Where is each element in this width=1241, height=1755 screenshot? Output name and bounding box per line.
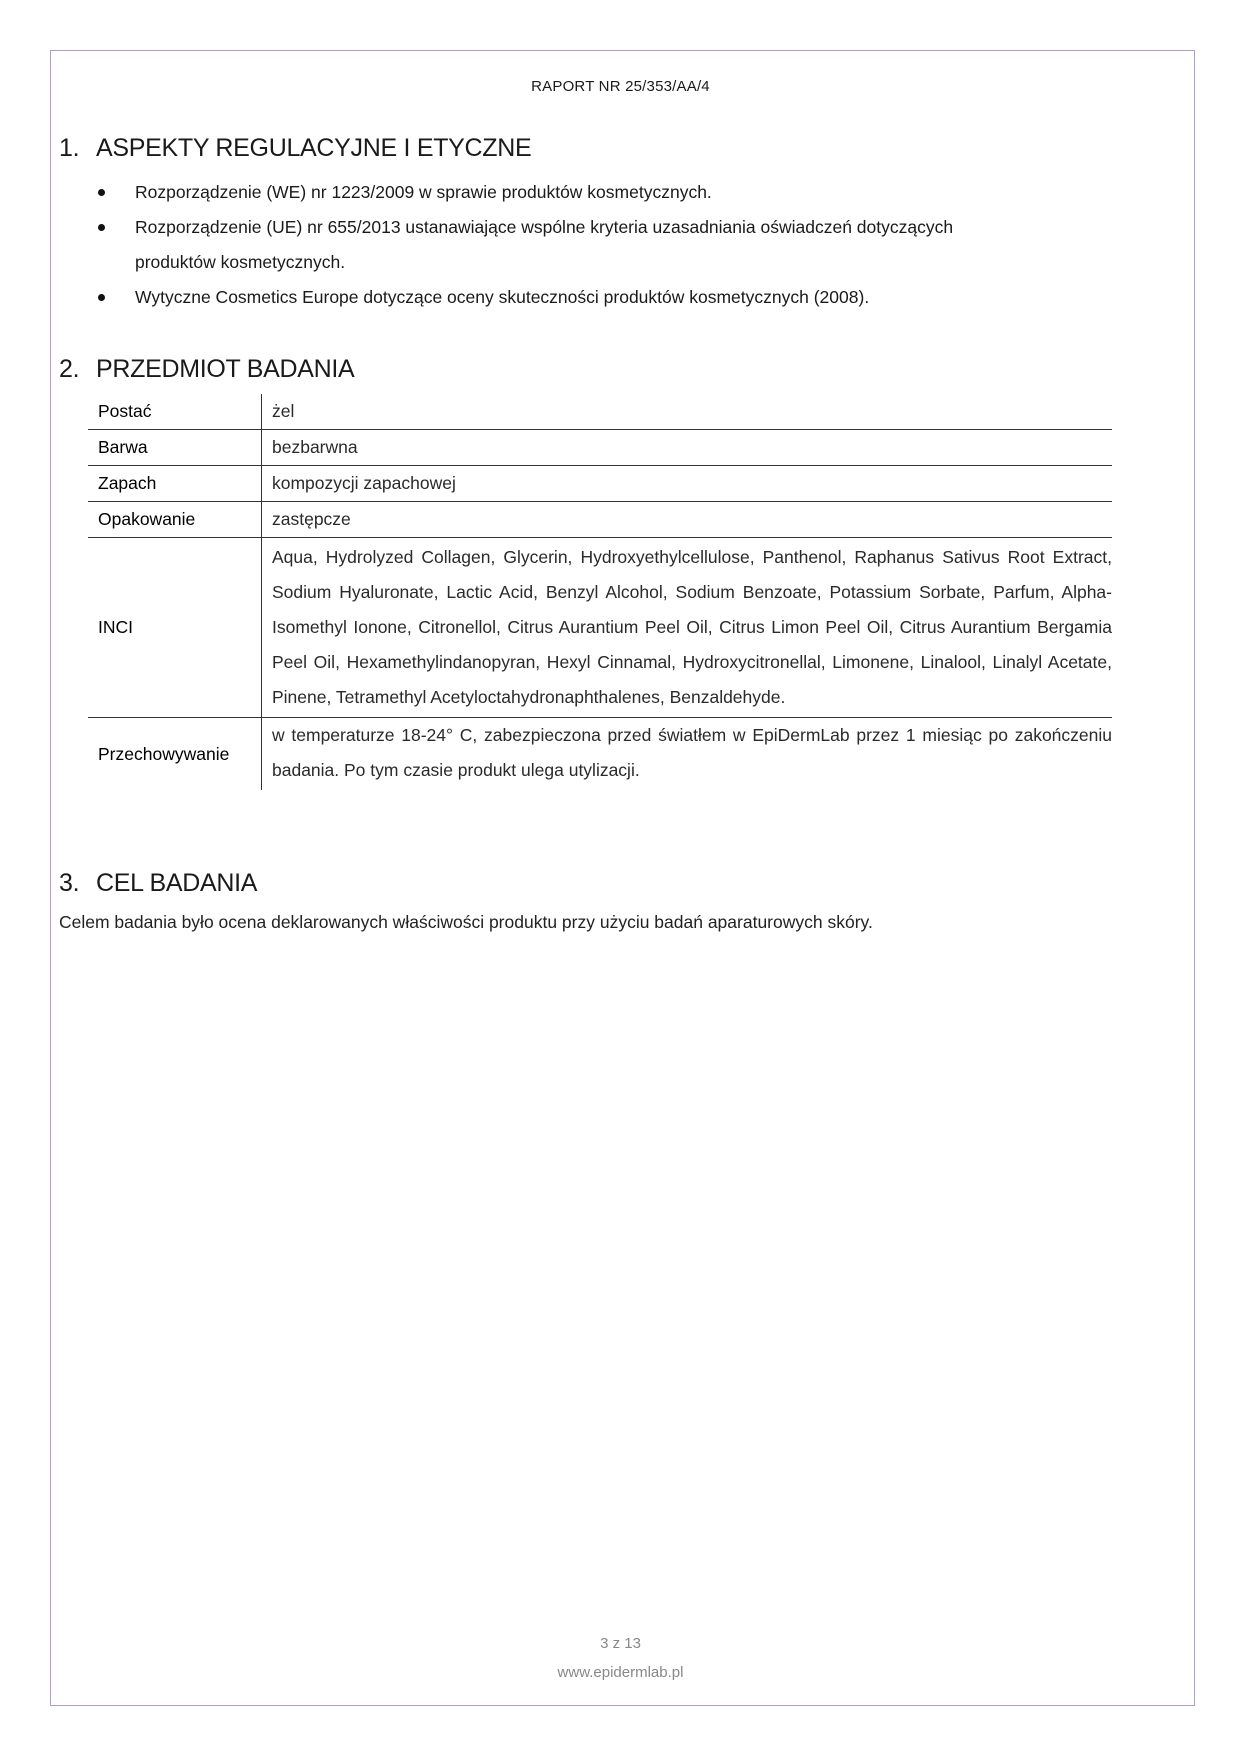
table-row — [88, 394, 1112, 430]
study-aim-text: Celem badania było ocena deklarowanych właściwości produktu przy użyciu badań aparaturowych skóry. — [59, 912, 873, 932]
row-label: Przechowywanie — [88, 718, 262, 791]
table-row — [88, 718, 1112, 791]
page-number: 3 z 13 — [600, 1635, 641, 1652]
product-specification-table — [88, 394, 1112, 790]
website-link[interactable]: www.epidermlab.pl — [557, 1664, 684, 1681]
section-3-number: 3. — [59, 869, 80, 897]
table-row — [88, 466, 1112, 502]
section-3-title: CEL BADANIA — [96, 869, 258, 897]
list-item: Wytyczne Cosmetics Europe dotyczące oceny skuteczności produktów kosmetycznych (2008). — [98, 280, 1098, 315]
table-row — [88, 502, 1112, 538]
row-value: bezbarwna — [272, 437, 358, 457]
row-label: Zapach — [88, 466, 262, 502]
storage-value: w temperaturze 18-24° C, zabezpieczona przed światłem w EpiDermLab przez 1 miesiąc po zakończeniu badania. Po tym czasie produkt ulega utylizacji. — [272, 725, 1112, 780]
row-value: żel — [272, 401, 295, 421]
section-2-title: PRZEDMIOT BADANIA — [96, 355, 355, 383]
row-label: Postać — [88, 394, 262, 430]
table-row — [88, 430, 1112, 466]
table-row — [88, 538, 1112, 718]
section-1-title: ASPEKTY REGULACYJNE I ETYCZNE — [96, 134, 532, 162]
row-label: INCI — [88, 538, 262, 718]
section-2-heading — [59, 355, 354, 384]
section-1-heading — [59, 134, 531, 163]
row-label: Opakowanie — [88, 502, 262, 538]
report-number-header: RAPORT NR 25/353/AA/4 — [531, 78, 710, 95]
row-value: zastępcze — [272, 509, 351, 529]
section-1-number: 1. — [59, 134, 80, 162]
list-item: Rozporządzenie (UE) nr 655/2013 ustanawiające wspólne kryteria uzasadniania oświadczeń dotyczących produktów kosmetycznych. — [98, 210, 1098, 280]
row-value: kompozycji zapachowej — [272, 473, 456, 493]
regulations-list — [98, 175, 1098, 315]
section-2-number: 2. — [59, 355, 80, 383]
row-label: Barwa — [88, 430, 262, 466]
list-item: Rozporządzenie (WE) nr 1223/2009 w sprawie produktów kosmetycznych. — [98, 175, 1098, 210]
section-3-heading — [59, 869, 257, 898]
inci-value: Aqua, Hydrolyzed Collagen, Glycerin, Hydroxyethylcellulose, Panthenol, Raphanus Sativus Root Extract, Sodium Hyaluronate, Lactic Acid, Benzyl Alcohol, Sodium Benzoate, Potassium Sorbate, Parfum, Alpha-Isomethyl Ionone, Citronellol, Citrus Aurantium Peel Oil, Citrus Limon Peel Oil, Citrus Aurantium Bergamia Peel Oil, Hexamethylindanopyran, Hexyl Cinnamal, Hydroxycitronellal, Limonene, Linalool, Linalyl Acetate, Pinene, Tetramethyl Acetyloctahydronaphthalenes, Benzaldehyde. — [272, 547, 1112, 707]
